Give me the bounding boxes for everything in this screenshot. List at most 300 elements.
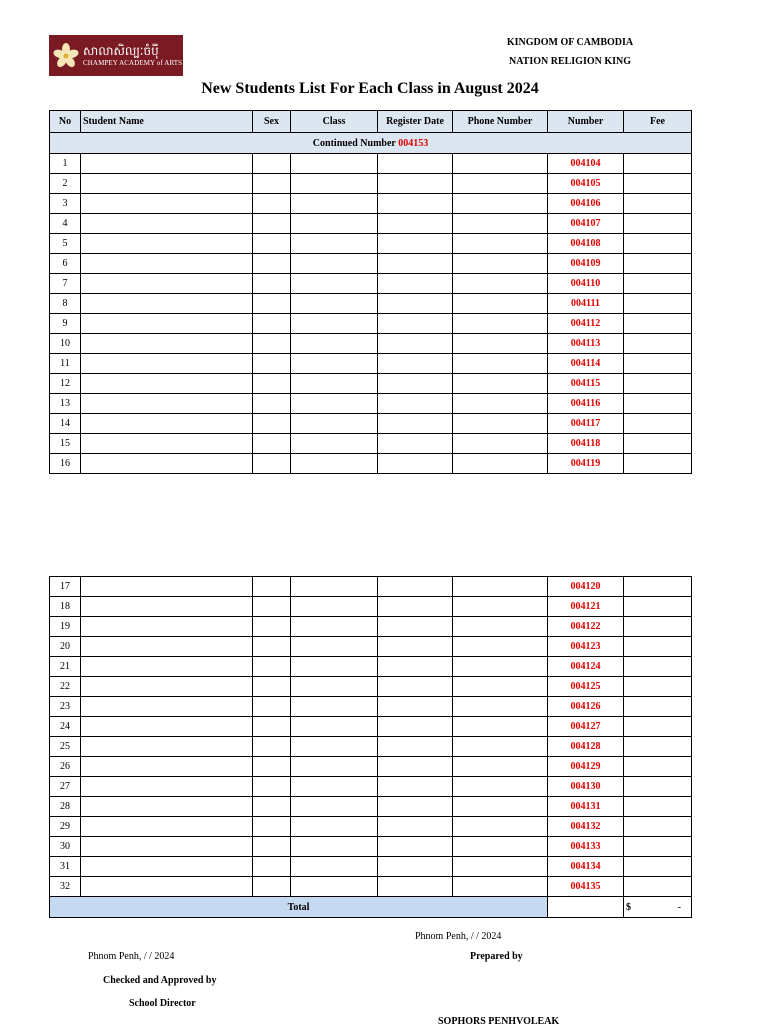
phone-number-cell <box>453 374 548 394</box>
student-name-cell <box>81 354 253 374</box>
phone-number-cell <box>453 837 548 857</box>
fee-cell <box>624 214 692 234</box>
sex-cell <box>253 154 291 174</box>
table-row <box>50 757 692 777</box>
academy-logo <box>49 35 183 76</box>
table-row <box>50 314 692 334</box>
fee-cell <box>624 334 692 354</box>
receipt-number-cell: 004122 <box>548 617 624 637</box>
class-cell <box>291 697 378 717</box>
table-row <box>50 194 692 214</box>
register-date-cell <box>378 174 453 194</box>
class-cell <box>291 454 378 474</box>
register-date-cell <box>378 737 453 757</box>
class-cell <box>291 777 378 797</box>
class-cell <box>291 617 378 637</box>
fee-cell <box>624 274 692 294</box>
student-name-cell <box>81 797 253 817</box>
row-no-cell: 18 <box>50 597 81 617</box>
student-name-cell <box>81 877 253 897</box>
table-row <box>50 637 692 657</box>
sex-cell <box>253 414 291 434</box>
register-date-cell <box>378 757 453 777</box>
fee-cell <box>624 374 692 394</box>
students-table-part1 <box>49 110 692 474</box>
sex-cell <box>253 737 291 757</box>
row-no-cell: 7 <box>50 274 81 294</box>
register-date-cell <box>378 194 453 214</box>
table-row <box>50 154 692 174</box>
col-header-number: Number <box>548 111 624 133</box>
col-header-no: No <box>50 111 81 133</box>
table-row <box>50 697 692 717</box>
class-cell <box>291 857 378 877</box>
receipt-number-cell: 004130 <box>548 777 624 797</box>
student-name-cell <box>81 717 253 737</box>
sex-cell <box>253 877 291 897</box>
student-name-cell <box>81 817 253 837</box>
class-cell <box>291 394 378 414</box>
table-row <box>50 737 692 757</box>
class-cell <box>291 154 378 174</box>
class-cell <box>291 414 378 434</box>
student-name-cell <box>81 314 253 334</box>
student-name-cell <box>81 454 253 474</box>
phone-number-cell <box>453 677 548 697</box>
row-no-cell: 25 <box>50 737 81 757</box>
phone-number-cell <box>453 314 548 334</box>
table-header-row <box>50 111 692 133</box>
row-no-cell: 2 <box>50 174 81 194</box>
sex-cell <box>253 314 291 334</box>
receipt-number-cell: 004128 <box>548 737 624 757</box>
sex-cell <box>253 657 291 677</box>
fee-cell <box>624 234 692 254</box>
total-number-cell <box>548 897 624 918</box>
receipt-number-cell: 004121 <box>548 597 624 617</box>
register-date-cell <box>378 434 453 454</box>
student-name-cell <box>81 637 253 657</box>
row-no-cell: 4 <box>50 214 81 234</box>
student-name-cell <box>81 154 253 174</box>
phone-number-cell <box>453 737 548 757</box>
student-name-cell <box>81 214 253 234</box>
student-name-cell <box>81 697 253 717</box>
row-no-cell: 16 <box>50 454 81 474</box>
sex-cell <box>253 597 291 617</box>
register-date-cell <box>378 597 453 617</box>
register-date-cell <box>378 274 453 294</box>
col-header-sex: Sex <box>253 111 291 133</box>
row-no-cell: 24 <box>50 717 81 737</box>
phone-number-cell <box>453 254 548 274</box>
fee-cell <box>624 394 692 414</box>
receipt-number-cell: 004107 <box>548 214 624 234</box>
register-date-cell <box>378 454 453 474</box>
fee-cell <box>624 617 692 637</box>
class-cell <box>291 657 378 677</box>
row-no-cell: 3 <box>50 194 81 214</box>
table-row <box>50 577 692 597</box>
receipt-number-cell: 004133 <box>548 837 624 857</box>
student-name-cell <box>81 577 253 597</box>
register-date-cell <box>378 294 453 314</box>
place-date-right: Phnom Penh, / / 2024 <box>415 931 502 942</box>
phone-number-cell <box>453 194 548 214</box>
fee-cell <box>624 857 692 877</box>
sex-cell <box>253 354 291 374</box>
phone-number-cell <box>453 657 548 677</box>
receipt-number-cell: 004135 <box>548 877 624 897</box>
receipt-number-cell: 004105 <box>548 174 624 194</box>
row-no-cell: 9 <box>50 314 81 334</box>
receipt-number-cell: 004127 <box>548 717 624 737</box>
student-name-cell <box>81 414 253 434</box>
fee-cell <box>624 434 692 454</box>
fee-cell <box>624 174 692 194</box>
fee-cell <box>624 757 692 777</box>
row-no-cell: 26 <box>50 757 81 777</box>
student-name-cell <box>81 597 253 617</box>
row-no-cell: 22 <box>50 677 81 697</box>
fee-currency: $ <box>626 901 631 913</box>
table-row <box>50 817 692 837</box>
phone-number-cell <box>453 597 548 617</box>
continued-number-label: Continued Number <box>312 137 396 149</box>
logo-english-name: CHAMPEY ACADEMY of ARTS <box>83 58 183 67</box>
sex-cell <box>253 194 291 214</box>
class-cell <box>291 214 378 234</box>
logo-text <box>83 45 182 67</box>
register-date-cell <box>378 837 453 857</box>
phone-number-cell <box>453 434 548 454</box>
continued-number-value: 004153 <box>398 137 429 149</box>
row-no-cell: 29 <box>50 817 81 837</box>
register-date-cell <box>378 697 453 717</box>
col-header-fee: Fee <box>624 111 692 133</box>
receipt-number-cell: 004115 <box>548 374 624 394</box>
phone-number-cell <box>453 817 548 837</box>
phone-number-cell <box>453 174 548 194</box>
table-row <box>50 294 692 314</box>
student-name-cell <box>81 837 253 857</box>
row-no-cell: 23 <box>50 697 81 717</box>
sex-cell <box>253 677 291 697</box>
phone-number-cell <box>453 777 548 797</box>
class-cell <box>291 274 378 294</box>
fee-cell <box>624 837 692 857</box>
student-name-cell <box>81 294 253 314</box>
row-no-cell: 21 <box>50 657 81 677</box>
student-name-cell <box>81 174 253 194</box>
receipt-number-cell: 004123 <box>548 637 624 657</box>
class-cell <box>291 817 378 837</box>
register-date-cell <box>378 254 453 274</box>
fee-cell <box>624 777 692 797</box>
row-no-cell: 19 <box>50 617 81 637</box>
register-date-cell <box>378 394 453 414</box>
register-date-cell <box>378 334 453 354</box>
student-name-cell <box>81 757 253 777</box>
class-cell <box>291 637 378 657</box>
table-row <box>50 254 692 274</box>
phone-number-cell <box>453 214 548 234</box>
class-cell <box>291 737 378 757</box>
phone-number-cell <box>453 797 548 817</box>
row-no-cell: 15 <box>50 434 81 454</box>
row-no-cell: 32 <box>50 877 81 897</box>
fee-cell <box>624 797 692 817</box>
register-date-cell <box>378 354 453 374</box>
receipt-number-cell: 004110 <box>548 274 624 294</box>
receipt-number-cell: 004120 <box>548 577 624 597</box>
receipt-number-cell: 004118 <box>548 434 624 454</box>
class-cell <box>291 797 378 817</box>
register-date-cell <box>378 877 453 897</box>
fee-cell <box>624 737 692 757</box>
table-row <box>50 717 692 737</box>
sex-cell <box>253 617 291 637</box>
table-row <box>50 414 692 434</box>
sex-cell <box>253 454 291 474</box>
receipt-number-cell: 004112 <box>548 314 624 334</box>
col-header-student-name: Student Name <box>81 111 253 133</box>
row-no-cell: 1 <box>50 154 81 174</box>
flower-icon <box>53 43 79 69</box>
receipt-number-cell: 004119 <box>548 454 624 474</box>
sex-cell <box>253 837 291 857</box>
receipt-number-cell: 004111 <box>548 294 624 314</box>
fee-cell <box>624 254 692 274</box>
fee-cell <box>624 877 692 897</box>
phone-number-cell <box>453 294 548 314</box>
phone-number-cell <box>453 454 548 474</box>
receipt-number-cell: 004131 <box>548 797 624 817</box>
row-no-cell: 31 <box>50 857 81 877</box>
fee-cell <box>624 194 692 214</box>
sex-cell <box>253 717 291 737</box>
class-cell <box>291 597 378 617</box>
row-no-cell: 10 <box>50 334 81 354</box>
class-cell <box>291 677 378 697</box>
class-cell <box>291 837 378 857</box>
sex-cell <box>253 334 291 354</box>
table-row <box>50 374 692 394</box>
row-no-cell: 17 <box>50 577 81 597</box>
table-row <box>50 354 692 374</box>
fee-cell <box>624 294 692 314</box>
phone-number-cell <box>453 154 548 174</box>
total-label: Total <box>50 897 548 918</box>
class-cell <box>291 334 378 354</box>
receipt-number-cell: 004104 <box>548 154 624 174</box>
table-row <box>50 174 692 194</box>
sex-cell <box>253 274 291 294</box>
place-date-left: Phnom Penh, / / 2024 <box>88 951 175 962</box>
table-row <box>50 394 692 414</box>
fee-cell <box>624 817 692 837</box>
student-name-cell <box>81 234 253 254</box>
phone-number-cell <box>453 717 548 737</box>
logo-khmer-name: សាលាសិល្បៈចំប៉ី <box>83 43 159 58</box>
register-date-cell <box>378 314 453 334</box>
sex-cell <box>253 374 291 394</box>
phone-number-cell <box>453 354 548 374</box>
fee-total-value: - <box>677 901 681 913</box>
kingdom-heading: KINGDOM OF CAMBODIA <box>506 37 634 48</box>
table-row <box>50 334 692 354</box>
student-name-cell <box>81 617 253 637</box>
register-date-cell <box>378 414 453 434</box>
row-no-cell: 14 <box>50 414 81 434</box>
row-no-cell: 5 <box>50 234 81 254</box>
fee-cell <box>624 454 692 474</box>
phone-number-cell <box>453 877 548 897</box>
sex-cell <box>253 577 291 597</box>
fee-cell <box>624 354 692 374</box>
receipt-number-cell: 004126 <box>548 697 624 717</box>
table-row <box>50 234 692 254</box>
col-header-register-date: Register Date <box>378 111 453 133</box>
class-cell <box>291 234 378 254</box>
class-cell <box>291 374 378 394</box>
table-row <box>50 797 692 817</box>
student-name-cell <box>81 857 253 877</box>
fee-cell <box>624 314 692 334</box>
sex-cell <box>253 394 291 414</box>
fee-cell <box>624 677 692 697</box>
checked-approved-label: Checked and Approved by <box>103 975 217 986</box>
student-name-cell <box>81 394 253 414</box>
class-cell <box>291 717 378 737</box>
row-no-cell: 12 <box>50 374 81 394</box>
student-name-cell <box>81 677 253 697</box>
fee-cell <box>624 414 692 434</box>
sex-cell <box>253 637 291 657</box>
class-cell <box>291 877 378 897</box>
row-no-cell: 6 <box>50 254 81 274</box>
row-no-cell: 27 <box>50 777 81 797</box>
col-header-phone-number: Phone Number <box>453 111 548 133</box>
page-title: New Students List For Each Class in August 2024 <box>201 80 539 97</box>
table-row <box>50 434 692 454</box>
table-row <box>50 597 692 617</box>
fee-cell <box>624 154 692 174</box>
phone-number-cell <box>453 394 548 414</box>
table-row <box>50 777 692 797</box>
phone-number-cell <box>453 274 548 294</box>
phone-number-cell <box>453 697 548 717</box>
class-cell <box>291 577 378 597</box>
sex-cell <box>253 234 291 254</box>
fee-cell <box>624 597 692 617</box>
continued-number-row <box>50 133 692 154</box>
receipt-number-cell: 004129 <box>548 757 624 777</box>
table-row <box>50 657 692 677</box>
class-cell <box>291 254 378 274</box>
row-no-cell: 30 <box>50 837 81 857</box>
row-no-cell: 13 <box>50 394 81 414</box>
continued-number-cell <box>50 133 692 154</box>
sex-cell <box>253 777 291 797</box>
register-date-cell <box>378 374 453 394</box>
register-date-cell <box>378 214 453 234</box>
register-date-cell <box>378 154 453 174</box>
col-header-class: Class <box>291 111 378 133</box>
table-row <box>50 857 692 877</box>
students-table-part2 <box>49 576 692 918</box>
total-row <box>50 897 692 918</box>
sex-cell <box>253 797 291 817</box>
phone-number-cell <box>453 234 548 254</box>
sex-cell <box>253 817 291 837</box>
sex-cell <box>253 857 291 877</box>
student-name-cell <box>81 274 253 294</box>
register-date-cell <box>378 617 453 637</box>
register-date-cell <box>378 717 453 737</box>
student-name-cell <box>81 194 253 214</box>
receipt-number-cell: 004134 <box>548 857 624 877</box>
phone-number-cell <box>453 857 548 877</box>
sex-cell <box>253 214 291 234</box>
table-row <box>50 837 692 857</box>
sex-cell <box>253 697 291 717</box>
row-no-cell: 8 <box>50 294 81 314</box>
total-fee-cell <box>624 897 692 918</box>
phone-number-cell <box>453 577 548 597</box>
register-date-cell <box>378 677 453 697</box>
receipt-number-cell: 004132 <box>548 817 624 837</box>
row-no-cell: 20 <box>50 637 81 657</box>
register-date-cell <box>378 637 453 657</box>
student-name-cell <box>81 254 253 274</box>
sex-cell <box>253 254 291 274</box>
row-no-cell: 28 <box>50 797 81 817</box>
fee-cell <box>624 717 692 737</box>
receipt-number-cell: 004106 <box>548 194 624 214</box>
sex-cell <box>253 757 291 777</box>
phone-number-cell <box>453 617 548 637</box>
register-date-cell <box>378 857 453 877</box>
receipt-number-cell: 004125 <box>548 677 624 697</box>
register-date-cell <box>378 234 453 254</box>
fee-cell <box>624 637 692 657</box>
class-cell <box>291 354 378 374</box>
table-row <box>50 274 692 294</box>
register-date-cell <box>378 817 453 837</box>
class-cell <box>291 757 378 777</box>
fee-cell <box>624 697 692 717</box>
table-row <box>50 454 692 474</box>
class-cell <box>291 174 378 194</box>
motto-heading: NATION RELIGION KING <box>508 56 632 67</box>
class-cell <box>291 194 378 214</box>
table-row <box>50 677 692 697</box>
school-director-label: School Director <box>129 998 196 1009</box>
class-cell <box>291 434 378 454</box>
receipt-number-cell: 004116 <box>548 394 624 414</box>
register-date-cell <box>378 657 453 677</box>
phone-number-cell <box>453 334 548 354</box>
row-no-cell: 11 <box>50 354 81 374</box>
table-row <box>50 214 692 234</box>
register-date-cell <box>378 577 453 597</box>
student-name-cell <box>81 657 253 677</box>
phone-number-cell <box>453 637 548 657</box>
receipt-number-cell: 004109 <box>548 254 624 274</box>
class-cell <box>291 314 378 334</box>
register-date-cell <box>378 797 453 817</box>
